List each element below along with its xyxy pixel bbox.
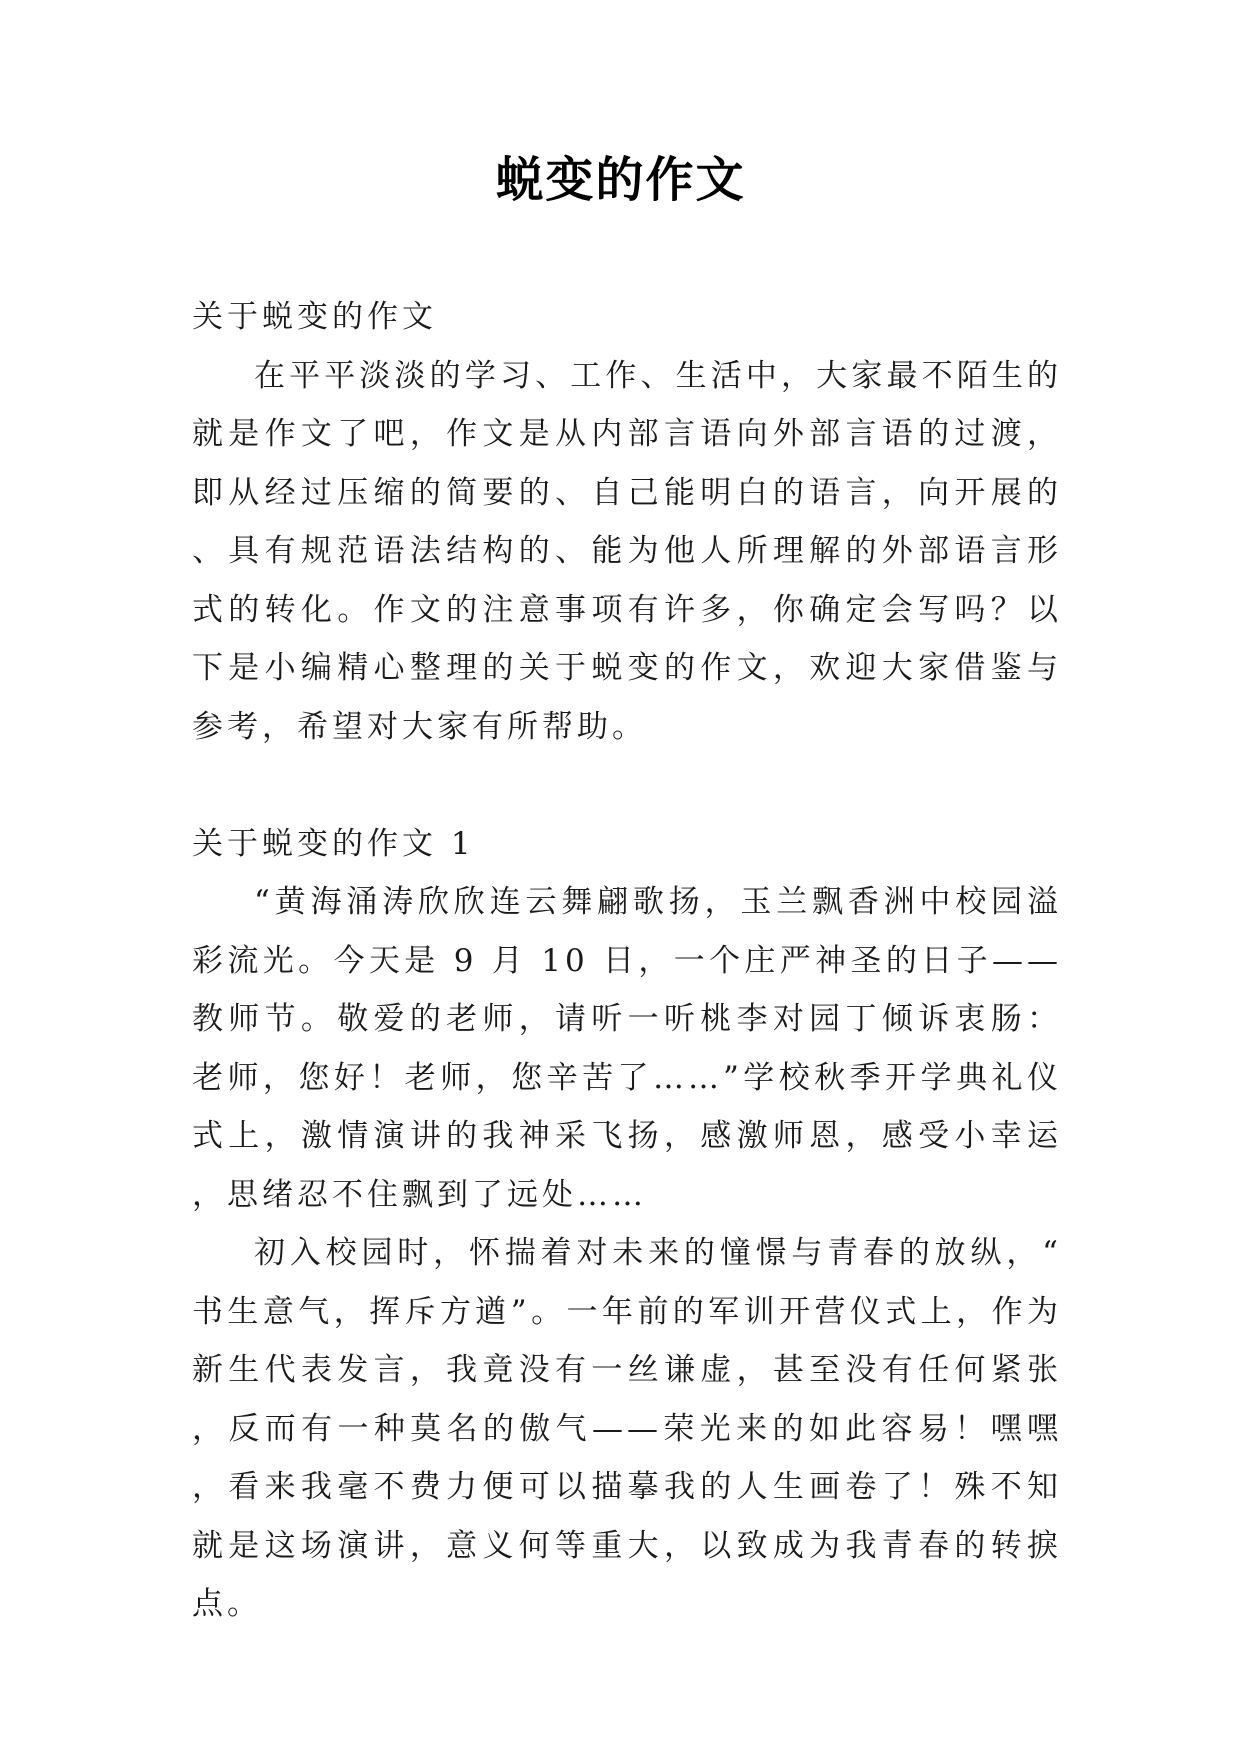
intro-heading: 关于蜕变的作文 xyxy=(192,299,437,335)
section1-paragraph-1: “黄海涌涛欣欣连云舞翩歌扬，玉兰飘香洲中校园溢彩流光。今天是 9 月 10 日，一个庄严神圣的日子——教师节。敬爱的老师，请听一听桃李对园丁倾诉衷肠：老师，您好！老师，您辛苦了……”学校秋季开学典礼仪式上，激情演讲的我神采飞扬，感激师恩，感受小幸运，思绪忍不住飘到了远处…… xyxy=(192,884,1062,1213)
section1-heading: 关于蜕变的作文 1 xyxy=(192,825,475,862)
document-title: 蜕变的作文 xyxy=(495,152,746,208)
section1-paragraph-2: 初入校园时，怀揣着对未来的憧憬与青春的放纵，“书生意气，挥斥方遒”。一年前的军训开营仪式上，作为新生代表发言，我竟没有一丝谦虚，甚至没有任何紧张，反而有一种莫名的傲气——荣光来的如此容易！嘿嘿，看来我毫不费力便可以描摹我的人生画卷了！殊不知就是这场演讲，意义何等重大，以致成为我青春的转捩点。 xyxy=(192,1235,1062,1622)
intro-paragraph: 在平平淡淡的学习、工作、生活中，大家最不陌生的就是作文了吧，作文是从内部言语向外部言语的过渡，即从经过压缩的简要的、自己能明白的语言，向开展的、具有规范语法结构的、能为他人所理解的外部语言形式的转化。作文的注意事项有许多，你确定会写吗？以下是小编精心整理的关于蜕变的作文，欢迎大家借鉴与参考，希望对大家有所帮助。 xyxy=(192,357,1062,745)
document-body xyxy=(192,288,1062,1634)
section-spacer xyxy=(192,756,1062,815)
